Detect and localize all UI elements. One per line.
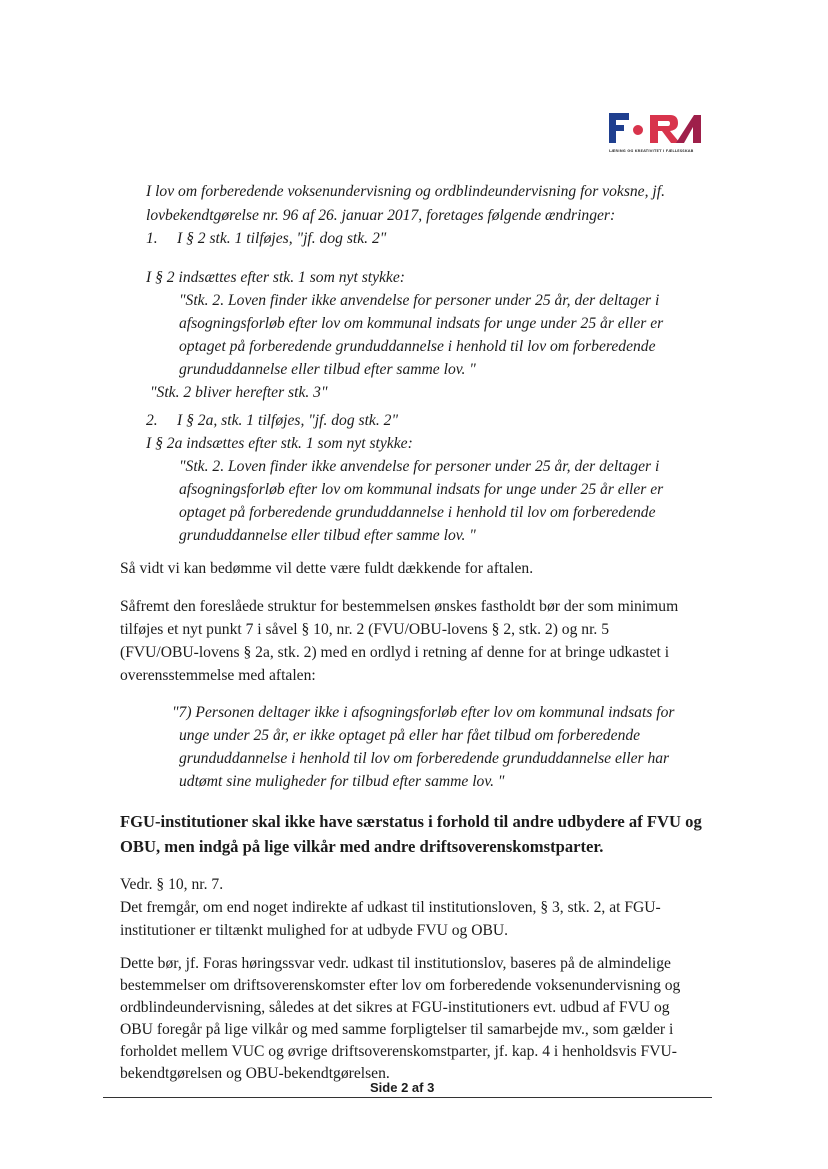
para-1-line-2: institutioner er tiltænkt mulighed for at udbyde FVU og OBU. [120,922,509,939]
section-heading-line-1: FGU-institutioner skal ikke have særstatus i forhold til andre udbydere af FVU og [120,812,702,831]
footer-rule [103,1097,712,1098]
quote-1-line-1: "Stk. 2. Loven finder ikke anvendelse for personer under 25 år, der deltager i [179,292,660,309]
para-2-line-4: OBU foregår på lige vilkår og med samme forpligtelser til samarbejde mv., som gælder i [120,1021,674,1038]
quote-3-line-3: grunduddannelse i henhold til lov om forberedende grunduddannelse eller har [179,750,670,767]
quote-3-line-1: "7) Personen deltager ikke i afsogningsforløb efter lov om kommunal indsats for [172,704,675,721]
quote-2-line-3: optaget på forberedende grunduddannelse i henhold til lov om forberedende [179,504,656,521]
quote-3-line-2: unge under 25 år, er ikke optaget på eller har fået tilbud om forberedende [179,727,641,744]
quote-3-line-4: udtømt sine muligheder for tilbud efter samme lov. " [179,773,505,790]
intro-line-1: I lov om forberedende voksenundervisning og ordblindeundervisning for voksne, jf. [146,183,665,200]
logo-ra-mark [648,113,702,144]
quote-2-line-2: afsogningsforløb efter lov om kommunal indsats for unge under 25 år eller er [179,481,664,498]
para-2-line-5: forholdet mellem VUC og øvrige driftsoverenskomstparter, jf. kap. 4 i henholdsvis FVU- [120,1043,677,1060]
proposal-line-3: (FVU/OBU-lovens § 2a, stk. 2) med en ordlyd i retning af denne for at bringe udkastet i [120,644,670,661]
para-1-line-1: Det fremgår, om end noget indirekte af udkast til institutionsloven, § 3, stk. 2, at FGU- [120,899,661,916]
intro-line-2: lovbekendtgørelse nr. 96 af 26. januar 2017, foretages følgende ændringer: [146,207,616,224]
quote-1-line-2: afsogningsforløb efter lov om kommunal indsats for unge under 25 år eller er [179,315,664,332]
renumber-line: "Stk. 2 bliver herefter stk. 3" [150,384,328,401]
para-2-line-3: ordblindeundervisning, således at det sikres at FGU-institutioners evt. udbud af FVU og [120,999,670,1016]
insert-2-line: I § 2a indsættes efter stk. 1 som nyt stykke: [146,435,413,452]
quote-1-line-4: grunduddannelse eller tilbud efter samme lov. " [179,361,476,378]
logo-tagline: LÆRING OG KREATIVITET I FÆLLESSKAB [609,149,694,153]
logo-dot [633,125,643,135]
item-2-text: I § 2a, stk. 1 tilføjes, "jf. dog stk. 2" [177,412,399,429]
fora-logo [609,113,702,159]
item-2-number: 2. [146,412,158,429]
para-2-line-6: bekendtgørelsen og OBU-bekendtgørelsen. [120,1065,390,1082]
quote-1-line-3: optaget på forberedende grunduddannelse i henhold til lov om forberedende [179,338,656,355]
proposal-line-2: tilføjes et nyt punkt 7 i såvel § 10, nr. 2 (FVU/OBU-lovens § 2, stk. 2) og nr. 5 [120,621,610,638]
proposal-line-1: Såfremt den foreslåede struktur for bestemmelsen ønskes fastholdt bør der som minimum [120,598,679,615]
assessment-text: Så vidt vi kan bedømme vil dette være fuldt dækkende for aftalen. [120,560,534,577]
para-2-line-2: bestemmelser om driftsoverenskomster efter lov om forberedende voksenundervisning og [120,977,681,994]
para-2-line-1: Dette bør, jf. Foras høringssvar vedr. udkast til institutionslov, baseres på de almindelige [120,955,671,972]
proposal-line-4: overensstemmelse med aftalen: [120,667,316,684]
quote-2-line-4: grunduddannelse eller tilbud efter samme lov. " [179,527,476,544]
reference-line: Vedr. § 10, nr. 7. [120,876,224,893]
logo-letter-f [609,113,635,143]
item-1-text: I § 2 stk. 1 tilføjes, "jf. dog stk. 2" [177,230,387,247]
section-heading-line-2: OBU, men indgå på lige vilkår med andre driftsoverenskomstparter. [120,837,604,856]
page-number: Side 2 af 3 [370,1080,435,1095]
quote-2-line-1: "Stk. 2. Loven finder ikke anvendelse for personer under 25 år, der deltager i [179,458,660,475]
insert-1-line: I § 2 indsættes efter stk. 1 som nyt stykke: [146,269,405,286]
item-1-number: 1. [146,230,158,247]
